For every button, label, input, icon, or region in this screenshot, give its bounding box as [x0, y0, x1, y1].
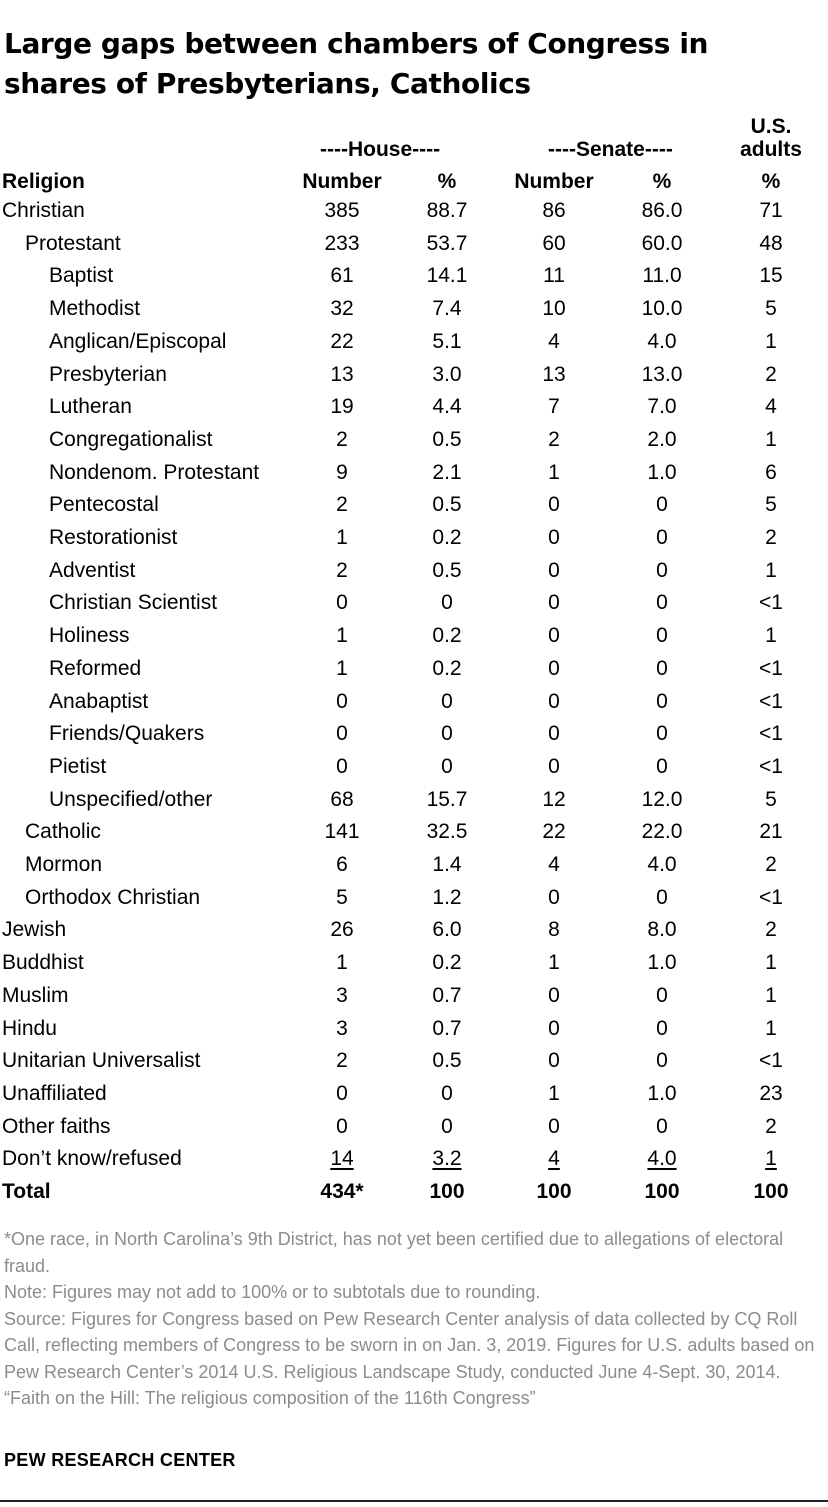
house-pct-cell: 0.2 — [432, 624, 462, 648]
senate-number-cell: 0 — [548, 983, 560, 1007]
adults-pct-cell: <1 — [759, 689, 783, 713]
house-pct-cell: 53.7 — [426, 231, 468, 255]
senate-number-cell: 0 — [548, 1114, 560, 1138]
adults-pct-cell: 5 — [765, 493, 777, 517]
row-label: Methodist — [49, 297, 141, 321]
senate-pct-cell: 0 — [656, 591, 668, 615]
senate-pct-cell: 86.0 — [641, 199, 683, 222]
house-number-cell: 0 — [336, 591, 348, 615]
senate-pct-cell: 0 — [656, 1049, 668, 1073]
underlined-value: 4.0 — [647, 1147, 677, 1171]
adults-pct-cell — [721, 1146, 821, 1172]
senate-pct-cell: 13.0 — [641, 362, 683, 386]
house-pct-cell: 6.0 — [432, 918, 462, 942]
adults-pct-cell: 2 — [765, 853, 777, 876]
house-number-cell: 13 — [330, 362, 354, 386]
adults-pct-cell: 48 — [759, 231, 783, 255]
house-pct-cell: 0.2 — [432, 656, 462, 680]
senate-number-cell: 1 — [548, 951, 560, 975]
row-label: Unitarian Universalist — [2, 1049, 201, 1073]
house-number-cell: 0 — [336, 754, 348, 778]
row-label: Christian Scientist — [49, 591, 218, 615]
row-label: Catholic — [25, 820, 101, 844]
senate-number-cell: 4 — [548, 853, 560, 876]
adults-pct-cell: 1 — [765, 951, 777, 975]
row-label: Friends/Quakers — [49, 722, 205, 746]
senate-number-cell: 0 — [548, 656, 560, 680]
adults-pct-cell: 6 — [765, 460, 777, 484]
adults-pct-cell: 2 — [765, 1114, 777, 1138]
senate-pct-cell — [612, 1146, 712, 1172]
senate-pct-cell: 0 — [656, 983, 668, 1007]
house-pct-cell: 3.0 — [432, 362, 462, 386]
senate-pct-cell: 0 — [656, 689, 668, 713]
house-pct-cell: 0.5 — [432, 427, 462, 451]
senate-number-cell — [504, 1146, 604, 1172]
row-label: Presbyterian — [49, 362, 167, 386]
adults-pct-cell: 1 — [765, 329, 777, 353]
house-pct-cell: 88.7 — [426, 199, 468, 222]
senate-pct-cell: 100 — [644, 1180, 680, 1203]
row-label: Total — [2, 1180, 51, 1203]
house-pct-cell: 0 — [441, 722, 453, 746]
adults-pct-cell: 21 — [759, 820, 783, 844]
adults-pct-cell: 5 — [765, 297, 777, 321]
house-number-cell: 2 — [336, 558, 348, 582]
column-header-house-number: Number — [302, 170, 382, 193]
senate-number-cell: 2 — [548, 427, 560, 451]
rounding-note: Note: Figures may not add to 100% or to subtotals due to rounding. — [4, 1282, 541, 1302]
column-header-house-pct: % — [437, 170, 457, 193]
senate-number-cell: 0 — [548, 1049, 560, 1073]
senate-pct-cell: 0 — [656, 1016, 668, 1040]
bottom-divider — [0, 1500, 828, 1502]
senate-pct-cell: 1.0 — [647, 1081, 677, 1105]
senate-group-header: ----Senate---- — [548, 138, 673, 161]
house-pct-cell: 0.2 — [432, 951, 462, 975]
house-number-cell: 1 — [336, 656, 348, 680]
house-number-cell: 2 — [336, 1049, 348, 1073]
house-number-cell: 32 — [330, 297, 354, 321]
row-label: Orthodox Christian — [25, 885, 201, 909]
senate-pct-cell: 0 — [656, 526, 668, 549]
house-pct-cell: 32.5 — [426, 820, 468, 844]
row-label: Unspecified/other — [49, 787, 213, 811]
row-label: Pietist — [49, 754, 107, 778]
house-number-cell: 3 — [336, 1016, 348, 1040]
house-pct-cell: 0.5 — [432, 493, 462, 517]
house-number-cell: 0 — [336, 1114, 348, 1138]
house-pct-cell: 0.7 — [432, 983, 462, 1007]
column-header-senate-number: Number — [514, 170, 594, 193]
house-pct-cell: 0 — [441, 591, 453, 615]
adults-pct-cell: 5 — [765, 787, 777, 811]
senate-number-cell: 0 — [548, 689, 560, 713]
row-label: Anabaptist — [49, 689, 149, 713]
footnote: *One race, in North Carolina’s 9th District, has not yet been certified due to allegations of electoral fraud. — [4, 1229, 784, 1276]
senate-number-cell: 0 — [548, 493, 560, 517]
senate-pct-cell: 10.0 — [641, 297, 683, 321]
senate-number-cell: 0 — [548, 526, 560, 549]
house-pct-cell: 15.7 — [426, 787, 468, 811]
house-number-cell: 2 — [336, 493, 348, 517]
senate-number-cell: 60 — [542, 231, 566, 255]
row-label: Lutheran — [49, 395, 132, 419]
adults-pct-cell: 1 — [765, 983, 777, 1007]
senate-number-cell: 0 — [548, 1016, 560, 1040]
house-number-cell: 385 — [324, 199, 360, 222]
house-number-cell — [292, 1146, 392, 1172]
house-number-cell: 434* — [320, 1180, 364, 1203]
senate-pct-cell: 11.0 — [642, 264, 682, 288]
house-pct-cell: 4.4 — [432, 395, 462, 419]
adults-pct-cell: 1 — [765, 427, 777, 451]
house-number-cell: 9 — [336, 460, 348, 484]
senate-number-cell: 0 — [548, 558, 560, 582]
house-pct-cell: 2.1 — [432, 460, 462, 484]
senate-number-cell: 4 — [548, 329, 560, 353]
house-pct-cell: 0 — [441, 1114, 453, 1138]
row-label: Restorationist — [49, 526, 178, 549]
source-note: Source: Figures for Congress based on Pew Research Center analysis of data collected by CQ Roll Call, reflecting members of Congress to be sworn in on Jan. 3, 2019. Figures for U.S. adults based on Pew Research Center’s 2014 U.S. Religious Landscape Study, conducted June 4-Sept. 30, 2014. — [4, 1308, 815, 1382]
house-number-cell: 1 — [336, 526, 348, 549]
house-number-cell: 26 — [330, 918, 354, 942]
column-header-adults-pct: % — [761, 170, 781, 193]
house-number-cell: 3 — [336, 983, 348, 1007]
underlined-value: 3.2 — [432, 1147, 462, 1171]
house-number-cell: 0 — [336, 1081, 348, 1105]
house-number-cell: 61 — [330, 264, 354, 288]
senate-pct-cell: 1.0 — [647, 460, 677, 484]
adults-pct-cell: 71 — [759, 199, 783, 222]
notes — [4, 1226, 816, 1412]
senate-number-cell: 100 — [536, 1180, 572, 1203]
adults-group-header-line1: U.S. — [750, 115, 792, 138]
row-label: Mormon — [25, 853, 103, 876]
senate-number-cell: 0 — [548, 591, 560, 615]
row-label: Unaffiliated — [2, 1081, 107, 1105]
house-number-cell: 0 — [336, 722, 348, 746]
adults-pct-cell: 1 — [765, 558, 777, 582]
underlined-value: 4 — [548, 1147, 560, 1171]
senate-pct-cell: 4.0 — [647, 329, 677, 353]
senate-pct-cell: 0 — [656, 754, 668, 778]
house-number-cell: 1 — [336, 951, 348, 975]
senate-number-cell: 10 — [542, 297, 566, 321]
senate-number-cell: 0 — [548, 754, 560, 778]
house-pct-cell: 100 — [429, 1180, 465, 1203]
adults-pct-cell: <1 — [759, 754, 783, 778]
senate-number-cell: 1 — [548, 1081, 560, 1105]
row-label: Holiness — [49, 624, 130, 648]
senate-number-cell: 86 — [542, 199, 566, 222]
row-label: Protestant — [25, 231, 121, 255]
senate-number-cell: 7 — [548, 395, 560, 419]
row-label: Anglican/Episcopal — [49, 329, 227, 353]
house-number-cell: 2 — [336, 427, 348, 451]
adults-pct-cell: <1 — [759, 1049, 783, 1073]
adults-pct-cell: <1 — [759, 722, 783, 746]
house-group-header: ----House---- — [320, 138, 441, 161]
senate-number-cell: 11 — [543, 264, 565, 288]
house-pct-cell: 0.5 — [432, 558, 462, 582]
senate-number-cell: 0 — [548, 885, 560, 909]
house-pct-cell: 1.2 — [432, 885, 462, 909]
senate-pct-cell: 0 — [656, 656, 668, 680]
senate-number-cell: 0 — [548, 722, 560, 746]
house-pct-cell: 0.7 — [432, 1016, 462, 1040]
adults-pct-cell: 1 — [765, 1016, 777, 1040]
house-number-cell: 19 — [330, 395, 354, 419]
row-label: Hindu — [2, 1016, 57, 1040]
house-pct-cell: 1.4 — [432, 853, 462, 876]
senate-number-cell: 0 — [548, 624, 560, 648]
adults-pct-cell: 2 — [765, 526, 777, 549]
column-header-religion: Religion — [2, 170, 85, 193]
row-label: Reformed — [49, 656, 142, 680]
senate-pct-cell: 0 — [656, 722, 668, 746]
row-label: Christian — [2, 199, 85, 222]
house-pct-cell: 7.4 — [432, 297, 462, 321]
underlined-value: 14 — [330, 1147, 354, 1171]
row-label: Jewish — [2, 918, 67, 942]
senate-pct-cell: 60.0 — [641, 231, 683, 255]
senate-pct-cell: 8.0 — [647, 918, 677, 942]
underlined-value: 1 — [765, 1147, 777, 1171]
adults-pct-cell: 4 — [765, 395, 777, 419]
senate-number-cell: 8 — [548, 918, 560, 942]
adults-pct-cell: 2 — [765, 918, 777, 942]
senate-pct-cell: 0 — [656, 885, 668, 909]
senate-number-cell: 1 — [548, 460, 560, 484]
adults-pct-cell: 2 — [765, 362, 777, 386]
senate-number-cell: 13 — [542, 362, 566, 386]
house-number-cell: 6 — [336, 853, 348, 876]
row-label: Nondenom. Protestant — [49, 460, 260, 484]
adults-pct-cell: 23 — [759, 1081, 783, 1105]
house-pct-cell — [397, 1146, 497, 1172]
senate-pct-cell: 4.0 — [647, 853, 677, 876]
row-label: Adventist — [49, 558, 136, 582]
adults-pct-cell: <1 — [759, 885, 783, 909]
row-label: Pentecostal — [49, 493, 159, 517]
senate-pct-cell: 7.0 — [647, 395, 677, 419]
row-label: Buddhist — [2, 951, 84, 975]
senate-pct-cell: 0 — [656, 493, 668, 517]
house-pct-cell: 0.2 — [432, 526, 462, 549]
senate-pct-cell: 0 — [656, 624, 668, 648]
adults-pct-cell: <1 — [759, 656, 783, 680]
senate-pct-cell: 0 — [656, 558, 668, 582]
chart-title: Large gaps between chambers of Congress in shares of Presbyterians, Catholics — [4, 27, 709, 100]
adults-group-header-line2: adults — [740, 138, 802, 161]
house-pct-cell: 14.1 — [426, 264, 468, 288]
senate-number-cell: 12 — [542, 787, 566, 811]
report-title-note: “Faith on the Hill: The religious composition of the 116th Congress” — [4, 1388, 536, 1408]
house-pct-cell: 0 — [441, 689, 453, 713]
house-pct-cell: 0 — [441, 754, 453, 778]
row-label: Don’t know/refused — [2, 1147, 182, 1171]
row-label: Other faiths — [2, 1114, 111, 1138]
row-label: Baptist — [49, 264, 114, 288]
senate-number-cell: 22 — [542, 820, 566, 844]
adults-pct-cell: 1 — [765, 624, 777, 648]
column-header-senate-pct: % — [652, 170, 672, 193]
adults-pct-cell: 100 — [753, 1180, 789, 1203]
senate-pct-cell: 2.0 — [647, 427, 677, 451]
house-pct-cell: 5.1 — [432, 329, 462, 353]
senate-pct-cell: 1.0 — [647, 951, 677, 975]
house-number-cell: 1 — [336, 624, 348, 648]
senate-pct-cell: 0 — [656, 1114, 668, 1138]
house-number-cell: 68 — [330, 787, 354, 811]
house-number-cell: 22 — [330, 329, 354, 353]
house-pct-cell: 0.5 — [432, 1049, 462, 1073]
row-label: Congregationalist — [49, 427, 213, 451]
house-number-cell: 233 — [324, 231, 360, 255]
house-pct-cell: 0 — [441, 1081, 453, 1105]
adults-pct-cell: 15 — [759, 264, 783, 288]
house-number-cell: 5 — [336, 885, 348, 909]
house-number-cell: 141 — [324, 820, 360, 844]
house-number-cell: 0 — [336, 689, 348, 713]
adults-pct-cell: <1 — [759, 591, 783, 615]
row-label: Muslim — [2, 983, 69, 1007]
senate-pct-cell: 22.0 — [641, 820, 683, 844]
senate-pct-cell: 12.0 — [641, 787, 683, 811]
pew-logo-text: PEW RESEARCH CENTER — [4, 1450, 236, 1470]
